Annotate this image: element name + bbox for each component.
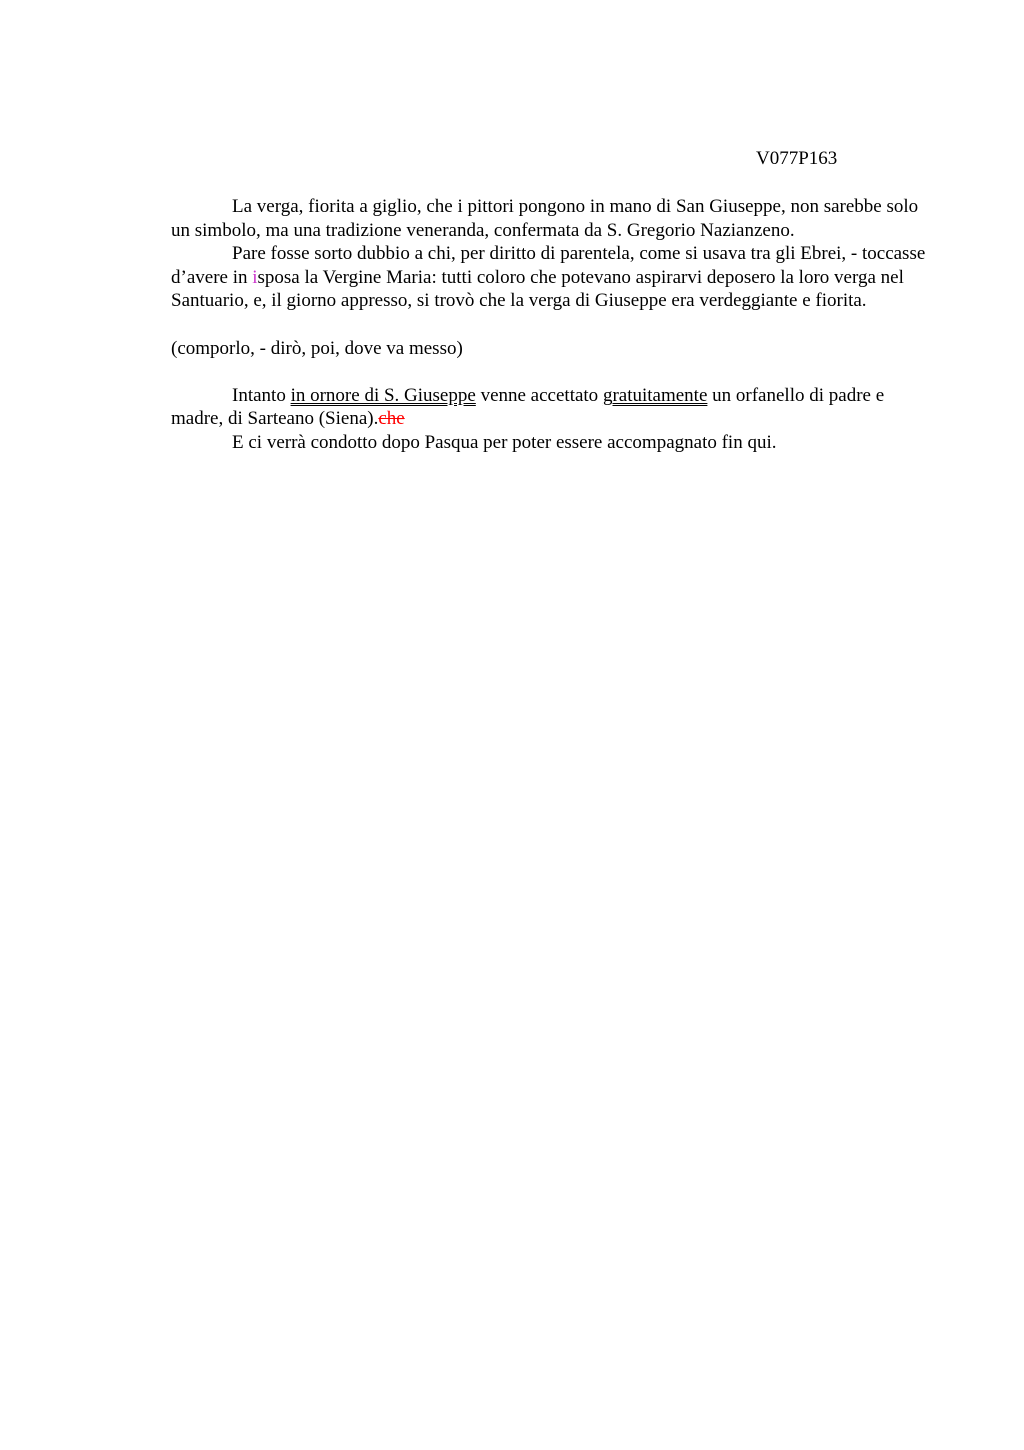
paragraph-orfanello-text-1: Intanto [232, 384, 291, 406]
paragraph-verga: La verga, fiorita a giglio, che i pittori pongono in mano di San Giuseppe, non sarebbe solo un simbolo, ma una tradizione veneranda, confermata da S. Gregorio Nazianzeno. [171, 196, 919, 241]
blank-line [171, 313, 931, 337]
paragraph-dubbio-text-start: Pare fosse sorto dubbio a chi, per diritto di parentela, come si usava tra gli Ebrei, - toccasse d’avere in [171, 243, 926, 288]
paragraph-orfanello-text-3: un orfanello di padre e madre, di Sarteano (Siena). [171, 384, 885, 430]
paragraph-orfanello-text-2: venne accettato [475, 384, 603, 406]
paragraph-pasqua: E ci verrà condotto dopo Pasqua per poter essere accompagnato fin qui. [232, 431, 777, 453]
inserted-letter-mark: i [252, 266, 258, 288]
blank-line [171, 360, 931, 384]
editorial-note: (comporlo, - dirò, poi, dove va messo) [171, 337, 463, 359]
paragraph-dubbio-text-end: sposa la Vergine Maria: tutti coloro che potevano aspirarvi deposero la loro verga nel Santuario, e, il giorno appresso, si trovò che la verga di Giuseppe era verdeggiante e fiorita. [171, 266, 904, 312]
document-body [171, 195, 931, 455]
underlined-word-gratuitamente: gratuitamente [602, 384, 708, 406]
paragraph-dubbio [171, 242, 931, 313]
underlined-phrase-in-onore: in ornore di S. Giuseppe [290, 384, 476, 406]
deleted-word: che [378, 408, 405, 430]
paragraph-orfanello [171, 384, 931, 431]
document-id: V077P163 [756, 148, 838, 169]
